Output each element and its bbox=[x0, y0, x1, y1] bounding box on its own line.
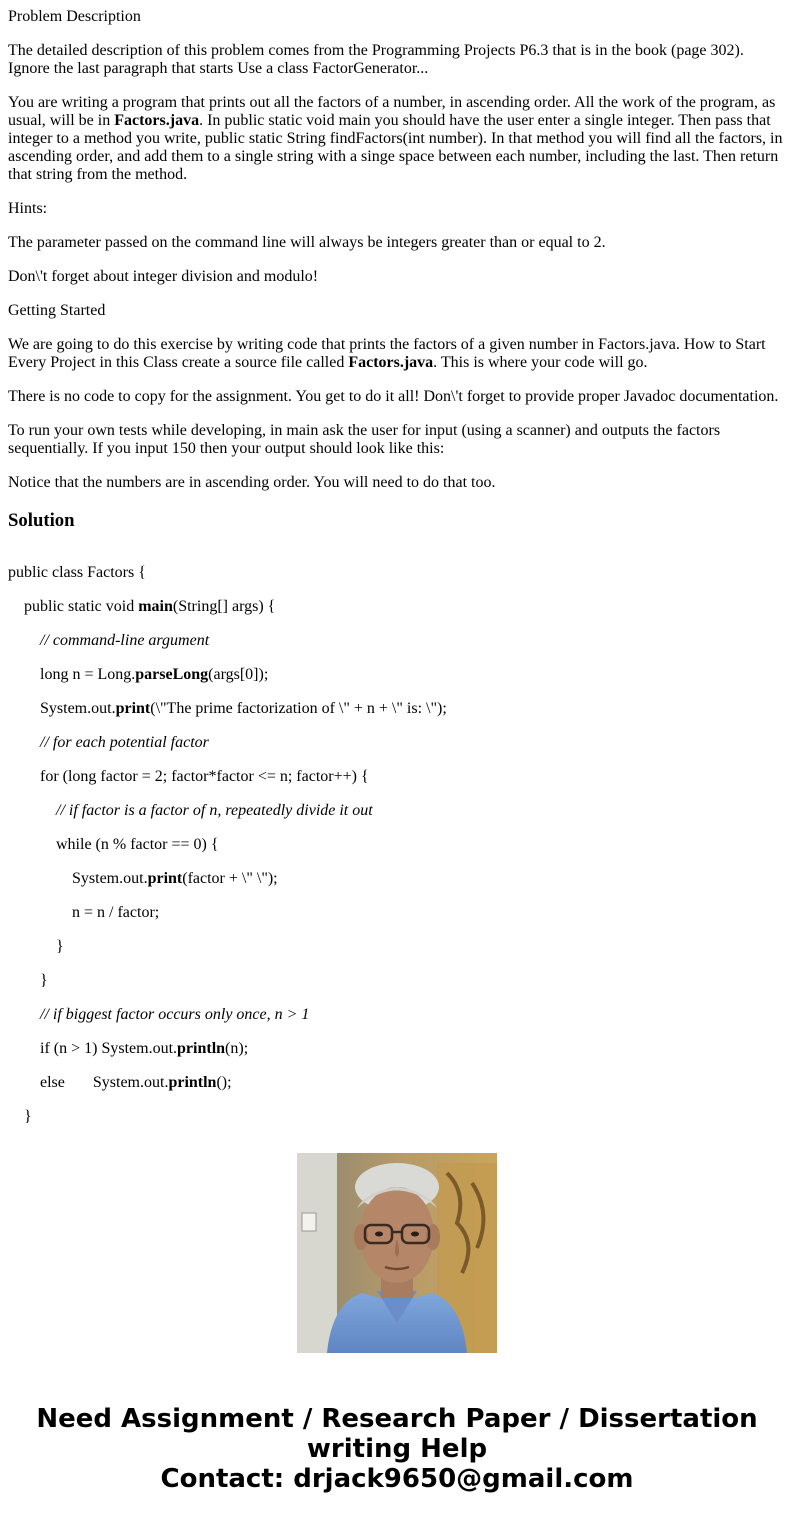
code-line: System.out.print(\"The prime factorization of \" + n + \" is: \"); bbox=[40, 700, 447, 717]
solution-code bbox=[8, 564, 786, 1125]
code-comment: // if factor is a factor of n, repeatedly divide it out bbox=[56, 802, 373, 819]
code-line: if (n > 1) System.out.println(n); bbox=[40, 1040, 249, 1057]
code-line: n = n / factor; bbox=[72, 904, 160, 921]
problem-heading: Problem Description bbox=[8, 8, 141, 25]
filename-bold: Factors.java bbox=[348, 354, 434, 371]
banner-line-1: Need Assignment / Research Paper / Dissertation bbox=[36, 1404, 758, 1434]
code-line: else System.out.println(); bbox=[40, 1074, 232, 1091]
code-comment: // for each potential factor bbox=[40, 734, 209, 751]
testing-paragraph: To run your own tests while developing, in main ask the user for input (using a scanner) and outputs the factors sequentially. If you input 150 then your output should look like this: bbox=[8, 422, 721, 457]
code-line: public class Factors { bbox=[8, 564, 146, 581]
code-line: while (n % factor == 0) { bbox=[56, 836, 219, 853]
code-line: for (long factor = 2; factor*factor <= n; factor++) { bbox=[40, 768, 369, 785]
hint-1: The parameter passed on the command line will always be integers greater than or equal to 2. bbox=[8, 234, 606, 251]
author-avatar bbox=[297, 1153, 497, 1353]
code-line: System.out.print(factor + \" \"); bbox=[72, 870, 278, 887]
filename-bold: Factors.java bbox=[114, 112, 200, 129]
code-line: public static void main(String[] args) { bbox=[24, 598, 276, 615]
getting-started-paragraph: We are going to do this exercise by writing code that prints the factors of a given number in Factors.java. How to Start Every Project in this Class create a source file called Factors.java. This is where your code will go. bbox=[8, 336, 766, 371]
document-content bbox=[8, 8, 786, 1125]
banner-line-2: writing Help bbox=[306, 1434, 488, 1464]
getting-started-heading: Getting Started bbox=[8, 302, 106, 319]
code-comment: // command-line argument bbox=[40, 632, 210, 649]
banner-contact-line: Contact: drjack9650@gmail.com bbox=[160, 1464, 634, 1494]
problem-paragraph-2: You are writing a program that prints out all the factors of a number, in ascending order. All the work of the program, as usual, will be in Factors.java. In public static void main you should have the user enter a single integer. Then pass that integer to a method you write, public static String findFactors(int number). In that method you will find all the factors, in ascending order, and add them to a single string with a singe space between each number, including the last. Then return that string from the method. bbox=[8, 94, 783, 183]
author-photo bbox=[297, 1153, 497, 1353]
contact-banner bbox=[0, 1404, 794, 1494]
code-comment: // if biggest factor occurs only once, n > 1 bbox=[40, 1006, 310, 1023]
hint-2: Don\'t forget about integer division and modulo! bbox=[8, 268, 319, 285]
ascending-note: Notice that the numbers are in ascending order. You will need to do that too. bbox=[8, 474, 496, 491]
no-code-paragraph: There is no code to copy for the assignment. You get to do it all! Don\'t forget to provide proper Javadoc documentation. bbox=[8, 388, 779, 405]
code-line: long n = Long.parseLong(args[0]); bbox=[40, 666, 269, 683]
problem-paragraph-1: The detailed description of this problem comes from the Programming Projects P6.3 that is in the book (page 302). Ignore the last paragraph that starts Use a class FactorGenerator... bbox=[8, 42, 744, 77]
code-line: } bbox=[40, 972, 48, 989]
hints-label: Hints: bbox=[8, 200, 48, 217]
solution-heading: Solution bbox=[8, 510, 75, 531]
code-line: } bbox=[24, 1108, 32, 1125]
code-line: } bbox=[56, 938, 64, 955]
